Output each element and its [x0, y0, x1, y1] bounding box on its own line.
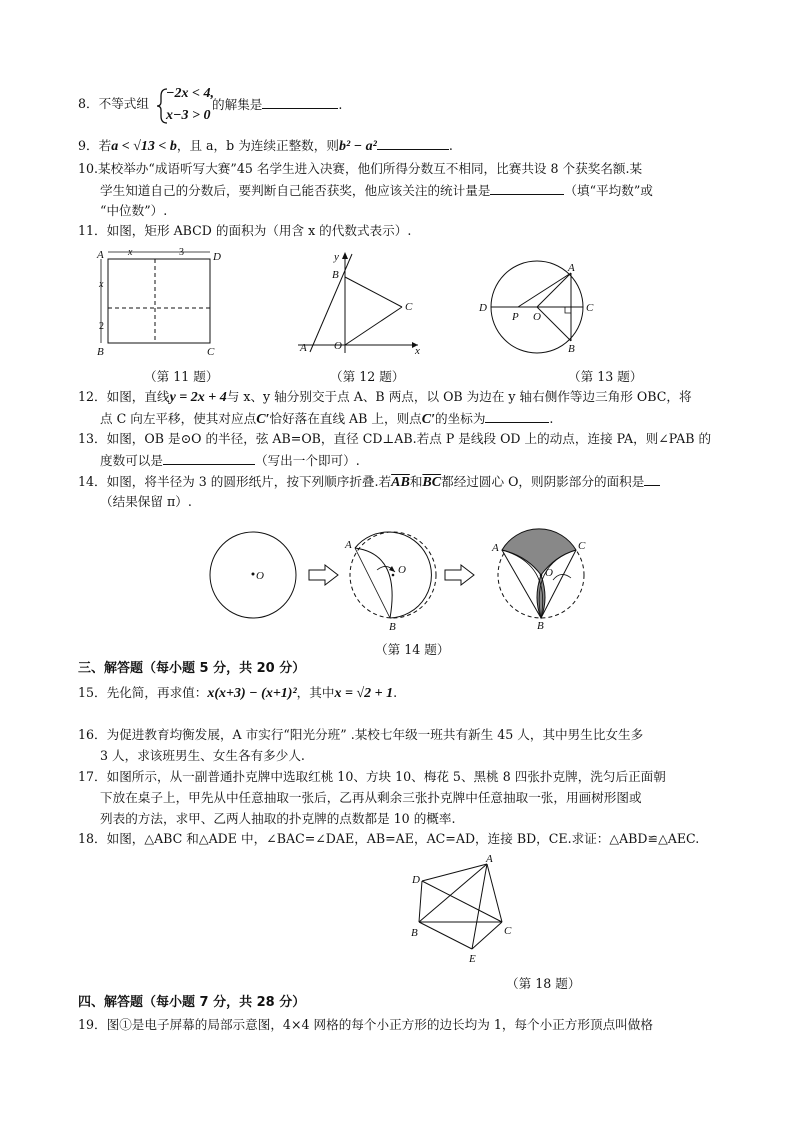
figure-12	[290, 248, 430, 358]
question-12-line-2: 点 C 向左平移，使其对应点C′恰好落在直线 AB 上，则点C′的坐标为 .	[100, 411, 554, 427]
fig18-label-E: E	[469, 953, 476, 965]
question-16-line-1: 16．为促进教育均衡发展，A 市实行“阳光分班” .某校七年级一班共有新生 45 人，其中男生比女生多	[78, 727, 644, 742]
question-10-line-3: “中位数”）.	[100, 203, 168, 218]
question-12-line-1: 12．如图，直线y = 2x + 4与 x、y 轴分别交于点 A、B 两点，以 OB 为边在 y 轴右侧作等边三角形 OBC，将	[78, 389, 692, 405]
figure-11	[95, 246, 225, 358]
section-3-title: 三、解答题（每小题 5 分，共 20 分）	[78, 661, 306, 676]
caption-figure-18: （第 18 题）	[506, 976, 581, 991]
fig14-label-O1: O	[256, 570, 264, 582]
fig12-label-A: A	[300, 342, 307, 354]
answer-blank-8[interactable]	[262, 95, 338, 109]
question-14-line-1: 14．如图，将半径为 3 的圆形纸片，按下列顺序折叠.若$\overline{AB}$和$\overline{BC}$都经过圆心 O，则阴影部分的面积是	[78, 472, 660, 492]
figure-13	[476, 254, 606, 362]
fig14-label-C3: C	[578, 540, 586, 552]
fig11-label-x-top: x	[128, 247, 133, 258]
answer-blank-12[interactable]	[485, 409, 549, 423]
question-17-line-3: 列表的方法，求甲、乙两人抽取的扑克牌的点数都是 10 的概率.	[100, 811, 456, 826]
fig11-label-x-left: x	[99, 279, 104, 290]
question-14-line-2: （结果保留 π）.	[100, 494, 192, 509]
question-17-line-1: 17．如图所示，从一副普通扑克牌中选取红桃 10、方块 10、梅花 5、黑桃 8 四张扑克牌，洗匀后正面朝	[78, 769, 666, 784]
figure-18	[405, 853, 515, 968]
question-10-line-2: 学生知道自己的分数后，要判断自己能否获奖，他应该关注的统计量是 （填“平均数”或	[100, 183, 653, 198]
question-17-line-2: 下放在桌子上，甲先从中任意抽取一张后，乙再从剩余三张扑克牌中任意抽取一张，用画树形图或	[100, 790, 642, 805]
question-8: 8．不等式组	[78, 96, 149, 111]
fig12-label-O: O	[334, 340, 342, 352]
question-13-line-1: 13．如图，OB 是⊙O 的半径，弦 AB=OB，直径 CD⊥AB.若点 P 是线段 OD 上的动点，连接 PA，则∠PAB 的	[78, 431, 712, 446]
fig12-label-y: y	[334, 251, 339, 263]
question-11: 11．如图，矩形 ABCD 的面积为（用含 x 的代数式表示）.	[78, 223, 412, 238]
fig11-label-B: B	[97, 346, 104, 358]
question-16-line-2: 3 人，求该班男生、女生各有多少人.	[100, 748, 305, 763]
caption-figure-12: （第 12 题）	[330, 369, 405, 384]
fig11-label-A: A	[97, 249, 104, 261]
question-10-line-1: 10.某校举办“成语听写大赛”45 名学生进入决赛，他们所得分数互不相同，比赛共设 8 个获奖名额.某	[78, 161, 643, 176]
fig13-label-O: O	[533, 311, 541, 323]
fig11-label-3: 3	[179, 247, 184, 258]
fig14-label-A3: A	[492, 542, 499, 554]
question-18: 18．如图，△ABC 和△ADE 中，∠BAC=∠DAE，AB=AE，AC=AD，连接 BD，CE.求证：△ABD≌△AEC.	[78, 831, 700, 846]
fig11-label-C: C	[207, 346, 215, 358]
figure-14	[205, 520, 595, 633]
question-9: 9．若a < √13 < b，且 a，b 为连续正整数，则b² − a² .	[78, 138, 453, 154]
fig14-label-O3: O	[545, 567, 553, 579]
inequality-1: −2x < 4,	[166, 86, 214, 101]
answer-blank-10[interactable]	[490, 181, 564, 195]
inequality-2: x−3 > 0	[166, 108, 211, 123]
fig18-label-C: C	[504, 925, 512, 937]
fig13-label-B: B	[568, 343, 575, 355]
answer-blank-14[interactable]	[644, 472, 660, 486]
caption-figure-11: （第 11 题）	[144, 369, 219, 384]
question-19-line-1: 19．图①是电子屏幕的局部示意图，4×4 网格的每个小正方形的边长均为 1，每个小正方形顶点叫做格	[78, 1017, 653, 1032]
question-13-line-2: 度数可以是 （写出一个即可）.	[100, 453, 360, 468]
fig18-label-A: A	[486, 853, 493, 865]
fig13-label-P: P	[512, 311, 519, 323]
question-8-tail: 的解集是 .	[212, 97, 343, 112]
caption-figure-14: （第 14 题）	[375, 642, 450, 657]
fig13-label-A: A	[568, 262, 575, 274]
fig13-label-D: D	[479, 302, 487, 314]
fig12-label-C: C	[405, 301, 413, 313]
fig12-label-x: x	[415, 345, 420, 357]
fig14-label-A2: A	[345, 539, 352, 551]
fig12-label-B: B	[332, 269, 339, 281]
fig18-label-B: B	[411, 927, 418, 939]
fig11-label-D: D	[213, 251, 221, 263]
answer-blank-9[interactable]	[377, 136, 449, 150]
question-15: 15．先化简，再求值：x(x+3) − (x+1)²，其中x = √2 + 1.	[78, 685, 398, 701]
fig14-label-B3: B	[537, 620, 544, 632]
answer-blank-13[interactable]	[163, 451, 255, 465]
fig18-label-D: D	[412, 874, 420, 886]
fig11-label-2: 2	[99, 321, 104, 332]
section-4-title: 四、解答题（每小题 7 分，共 28 分）	[78, 995, 306, 1010]
fig14-label-O2: O	[398, 564, 406, 576]
fig14-label-B2: B	[389, 621, 396, 633]
caption-figure-13: （第 13 题）	[568, 369, 643, 384]
fig13-label-C: C	[586, 302, 594, 314]
